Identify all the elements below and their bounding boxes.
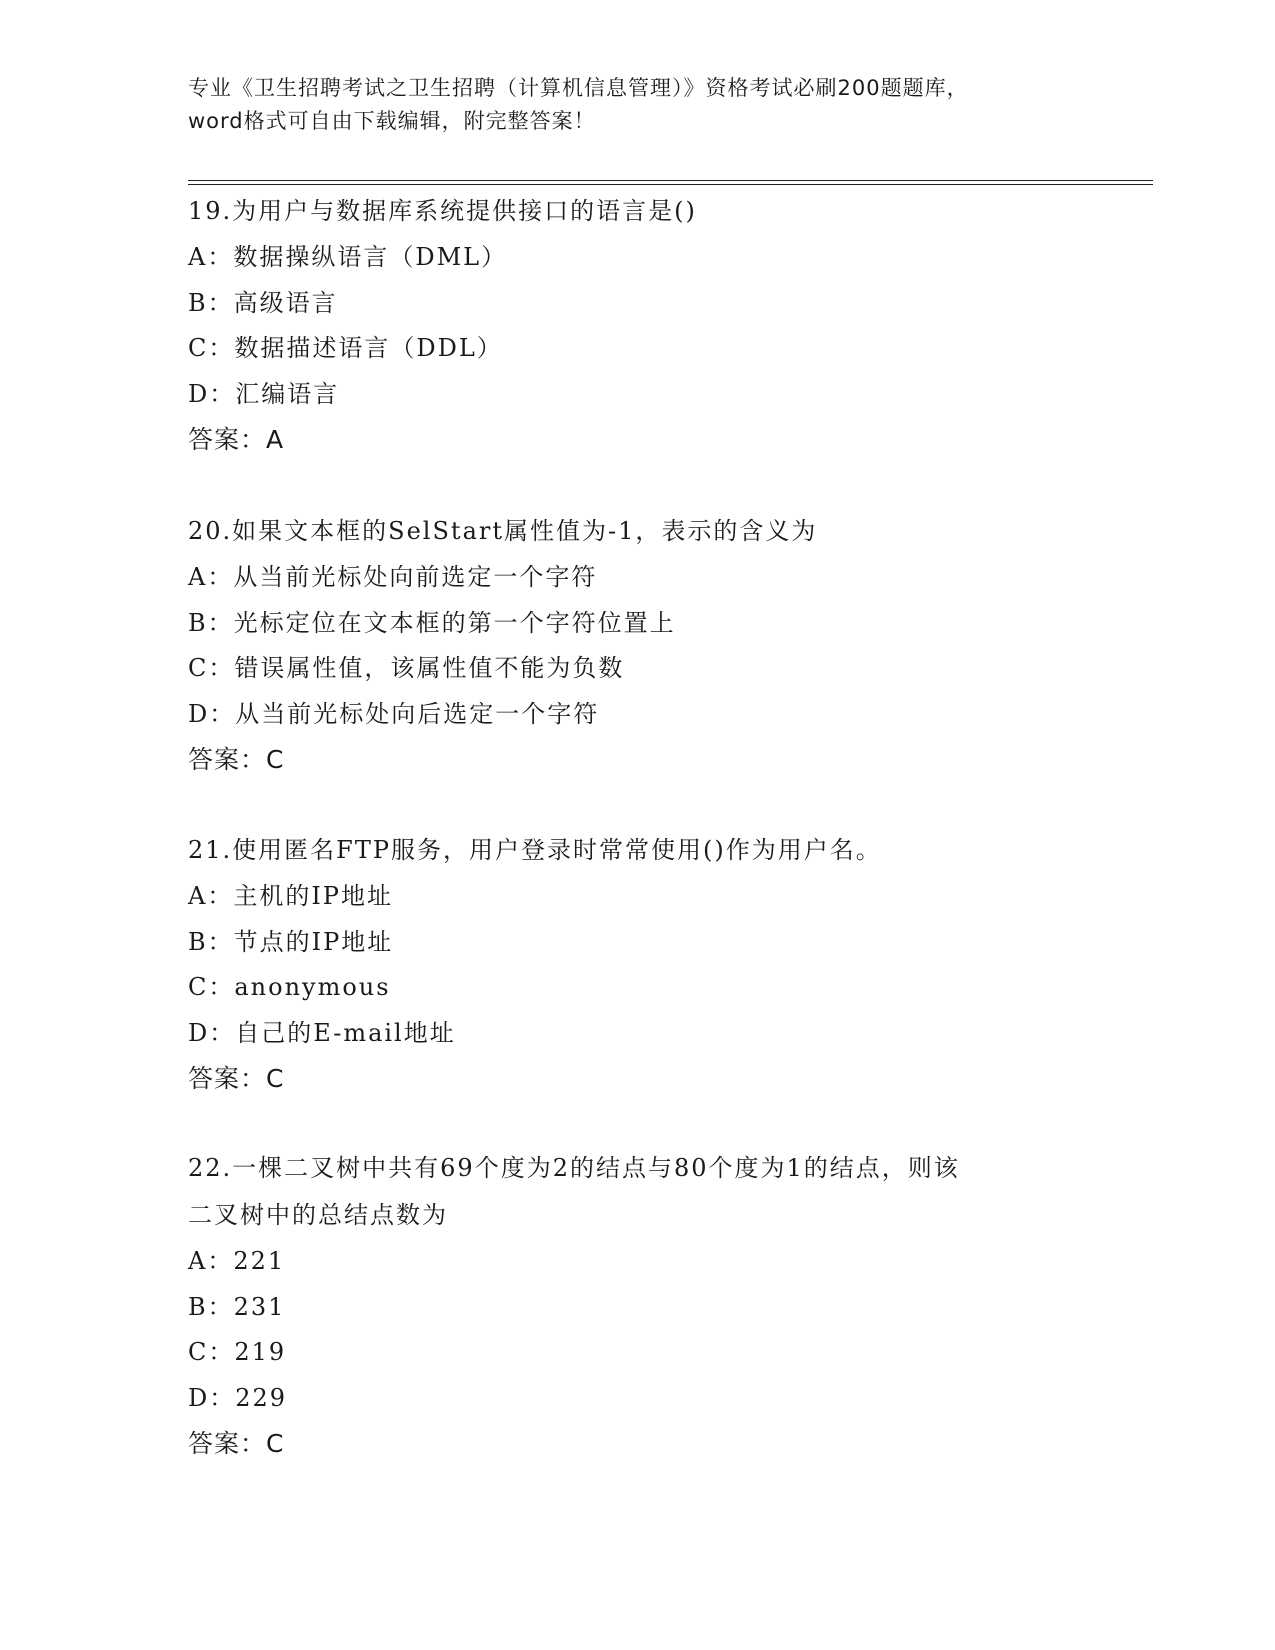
- question-text-line-1: 22.一棵二叉树中共有69个度为2的结点与80个度为1的结点，则该: [188, 1154, 960, 1182]
- question-text: 20.如果文本框的SelStart属性值为-1，表示的含义为: [188, 517, 818, 545]
- question-20: [188, 507, 1088, 783]
- option-d: D：自己的E-mail地址: [188, 1018, 456, 1047]
- question-21: [188, 826, 1088, 1102]
- answer-label: 答案：A: [188, 425, 285, 454]
- option-c: C：219: [188, 1338, 287, 1366]
- answer-label: 答案：C: [188, 745, 285, 774]
- option-b: B：节点的IP地址: [188, 927, 394, 956]
- option-c: C：anonymous: [188, 973, 391, 1001]
- question-text: 21.使用匿名FTP服务，用户登录时常常使用()作为用户名。: [188, 836, 882, 864]
- header-divider-bottom: [188, 184, 1153, 185]
- option-a: A：221: [188, 1247, 286, 1275]
- question-19: [188, 187, 1088, 463]
- document-header: [188, 72, 1088, 138]
- option-d: D：汇编语言: [188, 379, 340, 408]
- option-b: B：光标定位在文本框的第一个字符位置上: [188, 608, 676, 637]
- question-22: [188, 1145, 1088, 1467]
- option-c: C：数据描述语言（DDL）: [188, 334, 503, 362]
- answer-label: 答案：C: [188, 1064, 285, 1093]
- header-divider-top: [188, 180, 1153, 181]
- option-b: B：高级语言: [188, 288, 338, 317]
- question-text-line-2: 二叉树中的总结点数为: [188, 1201, 448, 1229]
- option-a: A：主机的IP地址: [188, 882, 393, 910]
- option-b: B：231: [188, 1292, 286, 1321]
- option-c: C：错误属性值，该属性值不能为负数: [188, 654, 625, 682]
- option-a: A：从当前光标处向前选定一个字符: [188, 563, 598, 591]
- question-text: 19.为用户与数据库系统提供接口的语言是(): [188, 197, 697, 225]
- answer-label: 答案：C: [188, 1429, 285, 1458]
- option-a: A：数据操纵语言（DML）: [188, 243, 508, 271]
- header-line-1: 专业《卫生招聘考试之卫生招聘（计算机信息管理）》资格考试必刷200题题库，: [188, 76, 969, 100]
- option-d: D：229: [188, 1383, 288, 1412]
- option-d: D：从当前光标处向后选定一个字符: [188, 699, 600, 728]
- header-line-2: word格式可自由下载编辑，附完整答案！: [188, 109, 596, 133]
